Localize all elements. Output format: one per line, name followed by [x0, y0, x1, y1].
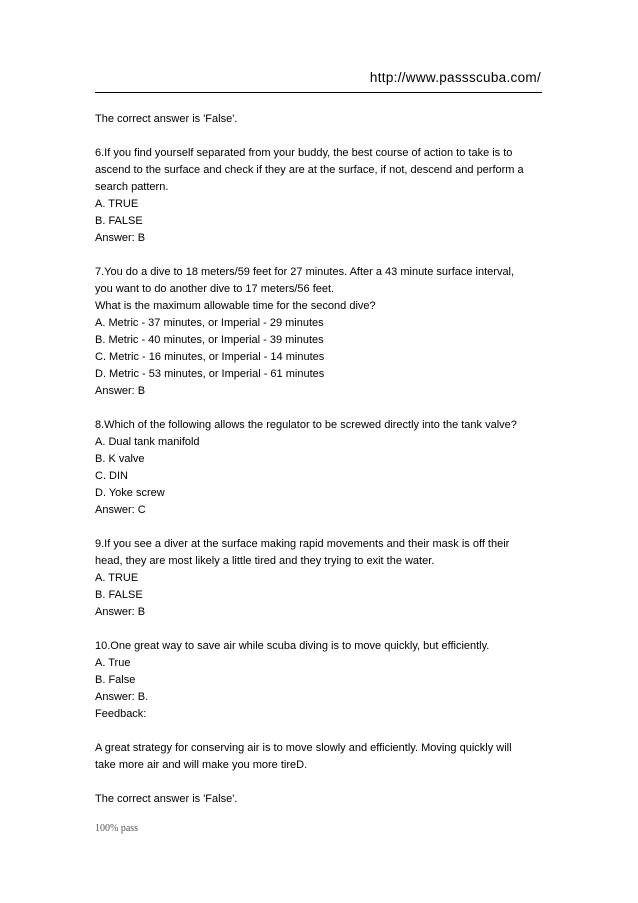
- text-line: Answer: B: [95, 606, 146, 618]
- text-line: ascend to the surface and check if they are at the surface, if not, descend and perform a: [95, 164, 524, 176]
- text-line: 8.Which of the following allows the regulator to be screwed directly into the tank valve?: [95, 419, 517, 431]
- text-line: D. Metric - 53 minutes, or Imperial - 61 minutes: [95, 368, 325, 380]
- text-line: 9.If you see a diver at the surface making rapid movements and their mask is off their: [95, 538, 510, 550]
- text-line: A. Dual tank manifold: [95, 436, 200, 448]
- text-line: 7.You do a dive to 18 meters/59 feet for 27 minutes. After a 43 minute surface interval,: [95, 266, 515, 278]
- text-block: [95, 536, 545, 621]
- paragraph-gap: [95, 519, 545, 536]
- text-line: B. FALSE: [95, 215, 143, 227]
- header-url: http://www.passscuba.com/: [369, 70, 541, 85]
- text-line: 6.If you find yourself separated from your buddy, the best course of action to take is to: [95, 147, 513, 159]
- text-line: B. FALSE: [95, 589, 143, 601]
- text-line: Answer: B.: [95, 691, 149, 703]
- text-line: you want to do another dive to 17 meters/56 feet.: [95, 283, 335, 295]
- text-line: D. Yoke screw: [95, 487, 165, 499]
- paragraph-gap: [95, 247, 545, 264]
- text-block: [95, 740, 545, 774]
- text-line: search pattern.: [95, 181, 169, 193]
- paragraph-gap: [95, 723, 545, 740]
- text-line: What is the maximum allowable time for the second dive?: [95, 300, 376, 312]
- text-line: A. True: [95, 657, 131, 669]
- paragraph-gap: [95, 621, 545, 638]
- text-line: head, they are most likely a little tired and they trying to exit the water.: [95, 555, 435, 567]
- text-block: [95, 417, 545, 519]
- document-body: [95, 111, 545, 808]
- text-line: Feedback:: [95, 708, 147, 720]
- text-line: 10.One great way to save air while scuba diving is to move quickly, but efficiently.: [95, 640, 490, 652]
- text-line: A great strategy for conserving air is to move slowly and efficiently. Moving quickly will: [95, 742, 512, 754]
- text-line: A. TRUE: [95, 198, 139, 210]
- text-line: Answer: B: [95, 232, 146, 244]
- text-line: B. K valve: [95, 453, 145, 465]
- text-block: [95, 638, 545, 723]
- text-block: [95, 111, 545, 128]
- text-line: take more air and will make you more tireD.: [95, 759, 308, 771]
- header-divider: [95, 92, 542, 93]
- text-line: Answer: C: [95, 504, 146, 516]
- text-line: B. Metric - 40 minutes, or Imperial - 39 minutes: [95, 334, 324, 346]
- text-line: C. DIN: [95, 470, 128, 482]
- text-line: The correct answer is 'False'.: [95, 113, 238, 125]
- paragraph-gap: [95, 400, 545, 417]
- text-line: B. False: [95, 674, 136, 686]
- text-line: The correct answer is 'False'.: [95, 793, 238, 805]
- paragraph-gap: [95, 128, 545, 145]
- text-line: Answer: B: [95, 385, 146, 397]
- text-block: [95, 145, 545, 247]
- text-block: [95, 264, 545, 400]
- text-block: [95, 791, 545, 808]
- paragraph-gap: [95, 774, 545, 791]
- footer-text: 100% pass: [95, 823, 139, 834]
- text-line: A. Metric - 37 minutes, or Imperial - 29 minutes: [95, 317, 324, 329]
- text-line: C. Metric - 16 minutes, or Imperial - 14 minutes: [95, 351, 325, 363]
- text-line: A. TRUE: [95, 572, 139, 584]
